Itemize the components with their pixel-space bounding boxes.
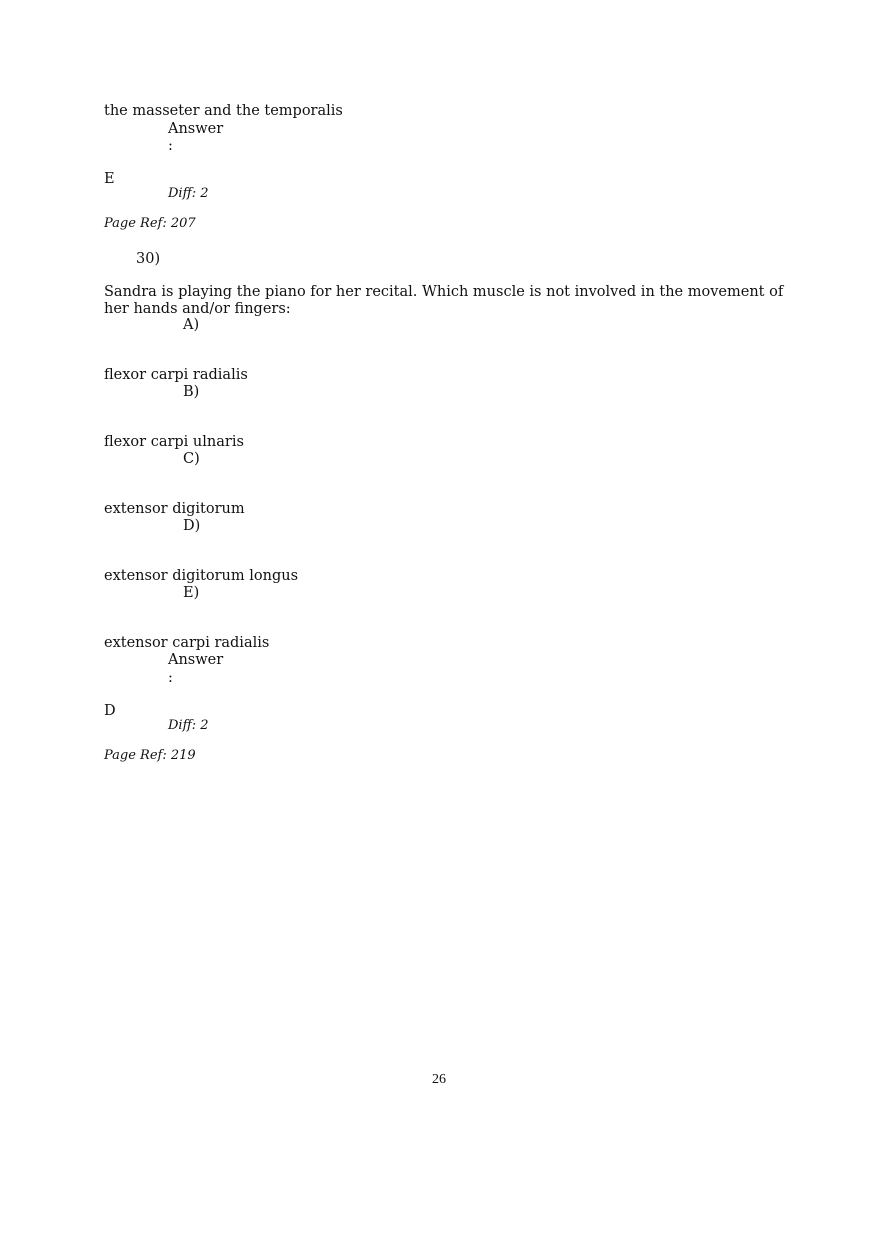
option-letter-b: B) xyxy=(183,384,200,400)
question-number: 30) xyxy=(136,251,161,267)
option-letter-c: C) xyxy=(183,451,200,467)
answer-label: Answer xyxy=(168,652,224,668)
difficulty: Diff: 2 xyxy=(168,718,209,733)
option-text-e: extensor carpi radialis xyxy=(104,635,270,651)
previous-difficulty: Diff: 2 xyxy=(168,186,209,201)
option-text-d: extensor digitorum longus xyxy=(104,568,299,584)
option-text-c: extensor digitorum xyxy=(104,501,245,517)
option-text-b: flexor carpi ulnaris xyxy=(104,434,244,450)
option-letter-e: E) xyxy=(183,585,200,601)
page-number: 26 xyxy=(432,1072,446,1087)
option-text-a: flexor carpi radialis xyxy=(104,367,248,383)
question-stem: Sandra is playing the piano for her recital. Which muscle is not involved in the movement of her hands and/or fingers: xyxy=(104,284,784,317)
previous-answer-label: Answer xyxy=(168,121,224,137)
answer-colon: : xyxy=(168,670,173,686)
previous-answer-colon: : xyxy=(168,138,173,154)
page-ref: Page Ref: 219 xyxy=(104,748,196,763)
option-letter-a: A) xyxy=(183,317,200,333)
previous-answer-value: E xyxy=(104,171,115,187)
answer-value: D xyxy=(104,703,116,719)
previous-option-text: the masseter and the temporalis xyxy=(104,103,343,119)
previous-page-ref: Page Ref: 207 xyxy=(104,216,196,231)
option-letter-d: D) xyxy=(183,518,201,534)
